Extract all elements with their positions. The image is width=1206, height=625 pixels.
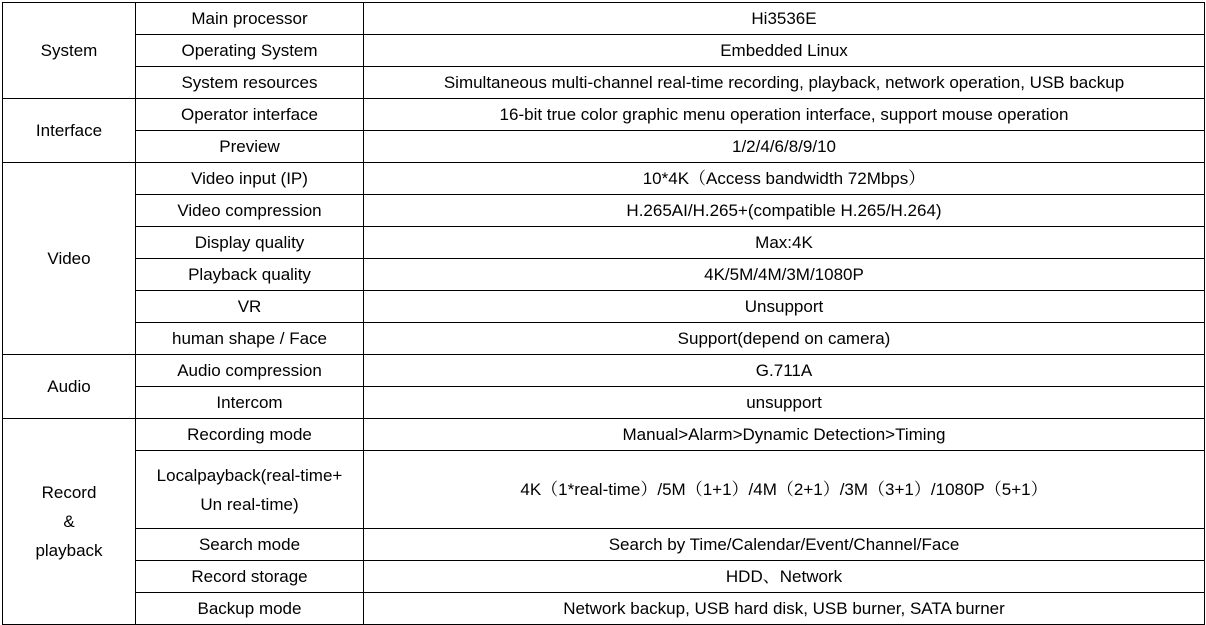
feature-cell: VR (136, 291, 364, 323)
feature-cell (136, 451, 364, 529)
feature-cell: Main processor (136, 3, 364, 35)
table-row (3, 323, 1205, 355)
value-cell: Embedded Linux (364, 35, 1205, 67)
value-cell: Manual>Alarm>Dynamic Detection>Timing (364, 419, 1205, 451)
table-row (3, 529, 1205, 561)
table-row (3, 195, 1205, 227)
table-row (3, 35, 1205, 67)
feature-cell: Audio compression (136, 355, 364, 387)
feature-cell: human shape / Face (136, 323, 364, 355)
table-row (3, 227, 1205, 259)
value-cell: Unsupport (364, 291, 1205, 323)
feature-cell: Preview (136, 131, 364, 163)
table-row (3, 387, 1205, 419)
table-row (3, 291, 1205, 323)
value-cell: Support(depend on camera) (364, 323, 1205, 355)
category-cell: Audio (3, 355, 136, 419)
value-cell: 10*4K（Access bandwidth 72Mbps） (364, 163, 1205, 195)
table-row (3, 561, 1205, 593)
category-cell (3, 419, 136, 625)
feature-cell: Intercom (136, 387, 364, 419)
category-line: playback (35, 541, 103, 560)
feature-cell: Search mode (136, 529, 364, 561)
table-row (3, 593, 1205, 625)
value-cell: 4K（1*real-time）/5M（1+1）/4M（2+1）/3M（3+1）/1080P（5+1） (364, 451, 1205, 529)
feature-line: Localpayback(real-time+ (156, 465, 343, 485)
table-row (3, 355, 1205, 387)
table-row (3, 163, 1205, 195)
table-row (3, 259, 1205, 291)
value-cell: Search by Time/Calendar/Event/Channel/Face (364, 529, 1205, 561)
table-row (3, 451, 1205, 529)
value-cell: Hi3536E (364, 3, 1205, 35)
category-cell: Video (3, 163, 136, 355)
spec-table (2, 2, 1205, 625)
feature-cell: Operating System (136, 35, 364, 67)
table-row (3, 99, 1205, 131)
value-cell: Network backup, USB hard disk, USB burner, SATA burner (364, 593, 1205, 625)
feature-line: Un real-time) (200, 494, 299, 514)
feature-cell: Backup mode (136, 593, 364, 625)
table-row (3, 67, 1205, 99)
value-cell: 16-bit true color graphic menu operation interface, support mouse operation (364, 99, 1205, 131)
feature-cell: Display quality (136, 227, 364, 259)
feature-cell: Video input (IP) (136, 163, 364, 195)
category-line: Record (41, 483, 97, 502)
category-line: & (63, 512, 75, 531)
value-cell: 1/2/4/6/8/9/10 (364, 131, 1205, 163)
value-cell: Simultaneous multi-channel real-time recording, playback, network operation, USB backup (364, 67, 1205, 99)
table-row (3, 419, 1205, 451)
value-cell: 4K/5M/4M/3M/1080P (364, 259, 1205, 291)
value-cell: G.711A (364, 355, 1205, 387)
table-row (3, 3, 1205, 35)
value-cell: unsupport (364, 387, 1205, 419)
feature-cell: Operator interface (136, 99, 364, 131)
value-cell: HDD、Network (364, 561, 1205, 593)
value-cell: Max:4K (364, 227, 1205, 259)
feature-cell: Recording mode (136, 419, 364, 451)
feature-cell: Video compression (136, 195, 364, 227)
feature-cell: Playback quality (136, 259, 364, 291)
feature-cell: System resources (136, 67, 364, 99)
feature-cell: Record storage (136, 561, 364, 593)
category-cell: Interface (3, 99, 136, 163)
table-row (3, 131, 1205, 163)
value-cell: H.265AI/H.265+(compatible H.265/H.264) (364, 195, 1205, 227)
category-cell: System (3, 3, 136, 99)
